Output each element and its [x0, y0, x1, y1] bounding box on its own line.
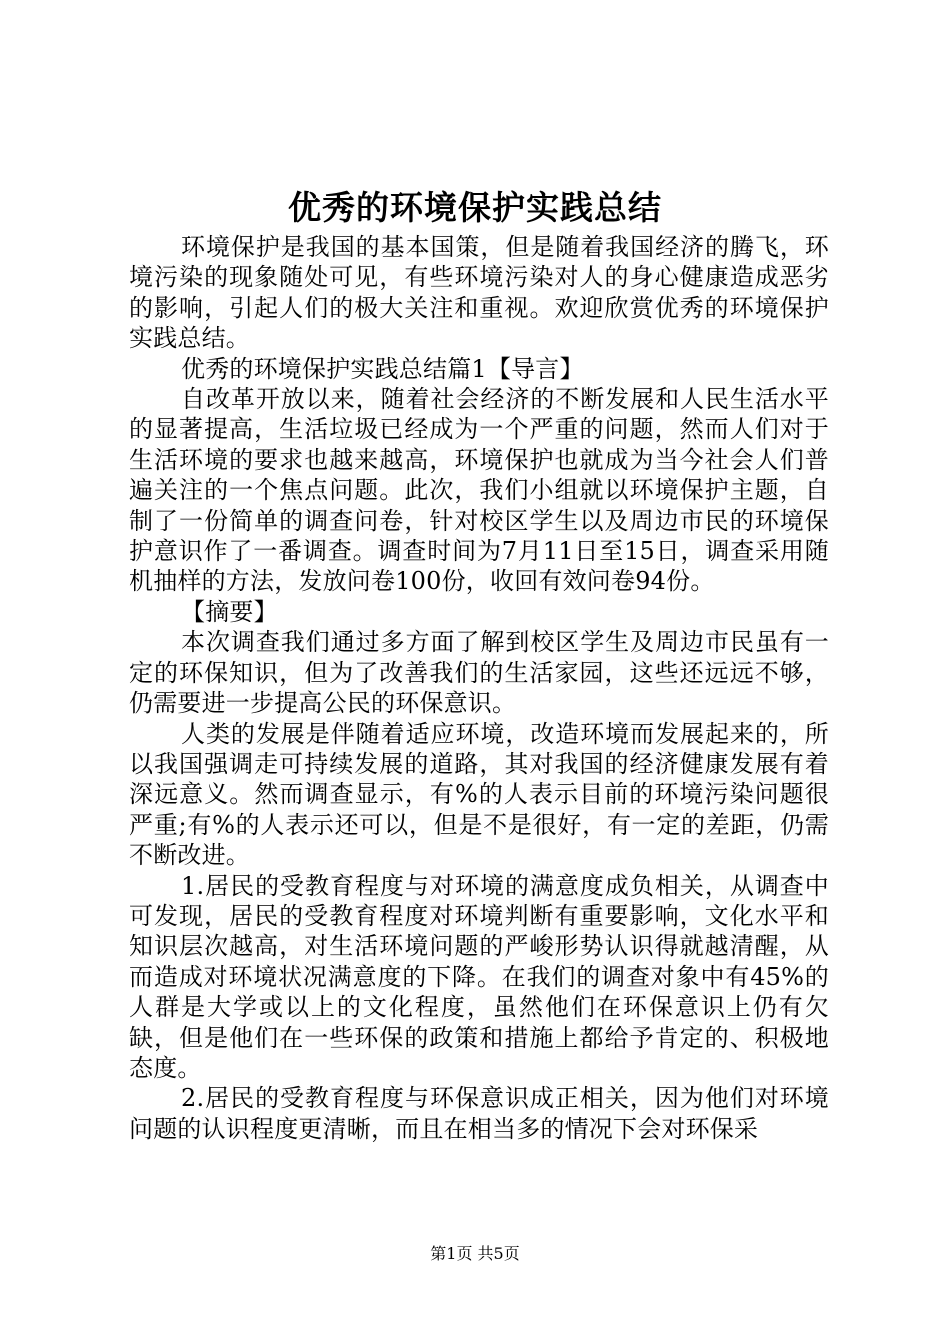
finding-2-paragraph: 2.居民的受教育程度与环保意识成正相关，因为他们对环境问题的认识程度更清晰，而且在相当多的情况下会对环保采 [129, 1084, 829, 1143]
abstract-heading: 【摘要】 [181, 597, 278, 626]
finding-1-paragraph: 1.居民的受教育程度与对环境的满意度成负相关，从调查中可发现，居民的受教育程度对环境判断有重要影响，文化水平和知识层次越高，对生活环境问题的严峻形势认识得就越清醒，从而造成对环境状况满意度的下降。在我们的调查对象中有45%的人群是大学或以上的文化程度，虽然他们在环保意识上仍有欠缺，但是他们在一些环保的政策和措施上都给予肯定的、积极地态度。 [129, 871, 829, 1082]
section-heading-article-1: 优秀的环境保护实践总结篇1【导言】 [181, 354, 584, 383]
document-title: 优秀的环境保护实践总结 [288, 188, 662, 227]
development-paragraph: 人类的发展是伴随着适应环境，改造环境而发展起来的，所以我国强调走可持续发展的道路，其对我国的经济健康发展有着深远意义。然而调查显示，有%的人表示目前的环境污染问题很严重;有%的人表示还可以，但是不是很好，有一定的差距，仍需不断改进。 [129, 719, 829, 870]
document-body [129, 232, 829, 1144]
preface-paragraph: 自改革开放以来，随着社会经济的不断发展和人民生活水平的显著提高，生活垃圾已经成为一个严重的问题，然而人们对于生活环境的要求也越来越高，环境保护也就成为当今社会人们普遍关注的一个焦点问题。此次，我们小组就以环境保护主题，自制了一份简单的调查问卷，针对校区学生以及周边市民的环境保护意识作了一番调查。调查时间为7月11日至15日，调查采用随机抽样的方法，发放问卷100份，收回有效问卷94份。 [129, 385, 829, 596]
intro-paragraph: 环境保护是我国的基本国策，但是随着我国经济的腾飞，环境污染的现象随处可见，有些环境污染对人的身心健康造成恶劣的影响，引起人们的极大关注和重视。欢迎欣赏优秀的环境保护实践总结。 [129, 233, 829, 353]
abstract-paragraph: 本次调查我们通过多方面了解到校区学生及周边市民虽有一定的环保知识，但为了改善我们的生活家园，这些还远远不够，仍需要进一步提高公民的环保意识。 [129, 628, 829, 718]
page-number-footer: 第1页 共5页 [430, 1244, 520, 1263]
